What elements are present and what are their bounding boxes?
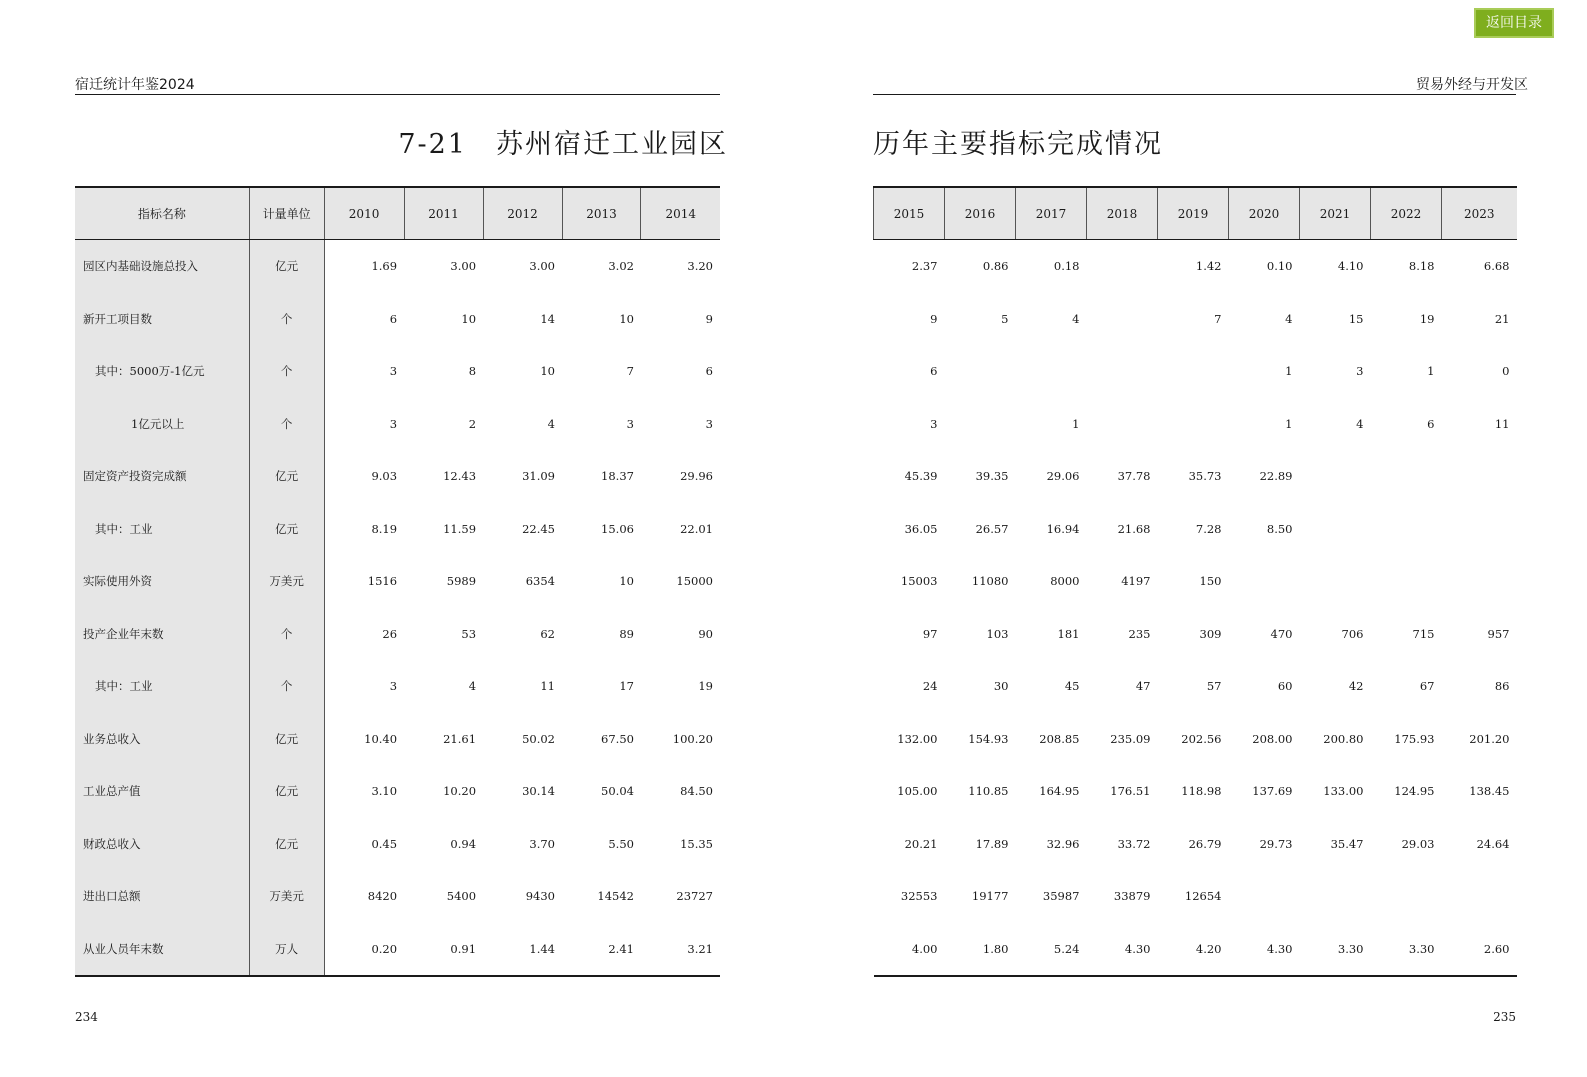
value-cell: 3.00 <box>529 259 555 274</box>
value-cell: 7 <box>1214 311 1222 326</box>
column-header-year: 2012 <box>483 187 562 240</box>
value-cell: 26 <box>382 626 398 641</box>
table-row <box>874 765 1517 818</box>
table-title-right: 历年主要指标完成情况 <box>873 129 1163 160</box>
value-cell: 201.20 <box>1469 731 1510 746</box>
table-row <box>874 923 1517 977</box>
column-header-year: 2022 <box>1371 187 1442 240</box>
column-header-year: 2018 <box>1087 187 1158 240</box>
value-cell: 3.30 <box>1371 923 1442 977</box>
value-cell: 3 <box>705 416 713 431</box>
yearbook-header-title: 宿迁统计年鉴2024 <box>75 77 195 93</box>
value-cell: 103 <box>986 626 1009 641</box>
value-cell: 176.51 <box>1110 784 1151 799</box>
indicator-name: 1亿元以上 <box>75 398 249 451</box>
table-row <box>874 555 1517 608</box>
value-cell: 22.89 <box>1259 469 1293 484</box>
value-cell: 0.45 <box>371 836 398 851</box>
value-cell: 5.24 <box>1016 923 1087 977</box>
value-cell: 715 <box>1412 626 1435 641</box>
value-cell <box>1158 345 1229 398</box>
column-header-year: 2011 <box>404 187 483 240</box>
value-cell: 62 <box>540 626 555 641</box>
section-header-title: 贸易外经与开发区 <box>1416 77 1528 93</box>
indicator-name: 工业总产值 <box>75 765 249 818</box>
value-cell: 26.57 <box>975 521 1009 536</box>
value-cell: 32553 <box>900 889 938 904</box>
value-cell: 21 <box>1494 311 1510 326</box>
table-header-row <box>874 187 1517 240</box>
value-cell: 12.43 <box>443 469 477 484</box>
value-cell: 60 <box>1277 679 1293 694</box>
column-header-year: 2014 <box>641 187 720 240</box>
value-cell: 6.68 <box>1483 259 1510 274</box>
value-cell: 3.20 <box>687 259 713 274</box>
indicator-unit: 个 <box>249 345 324 398</box>
value-cell: 2.41 <box>562 923 641 977</box>
value-cell: 29.96 <box>680 469 713 484</box>
value-cell: 8420 <box>367 889 398 904</box>
indicator-unit: 万美元 <box>249 870 324 923</box>
value-cell: 11080 <box>971 574 1009 589</box>
value-cell: 42 <box>1348 679 1364 694</box>
value-cell: 67 <box>1419 679 1435 694</box>
value-cell: 29.06 <box>1046 469 1080 484</box>
column-header-year: 2023 <box>1442 187 1517 240</box>
value-cell: 5 <box>1001 311 1009 326</box>
column-header-year: 2013 <box>562 187 641 240</box>
value-cell: 1 <box>1427 364 1435 379</box>
table-row <box>874 398 1517 451</box>
indicator-unit: 亿元 <box>249 765 324 818</box>
value-cell: 36.05 <box>904 521 938 536</box>
indicator-unit: 亿元 <box>249 503 324 556</box>
value-cell: 35.73 <box>1188 469 1222 484</box>
indicator-name: 其中：工业 <box>75 503 249 556</box>
value-cell: 3 <box>1356 364 1364 379</box>
table-row <box>75 923 720 977</box>
value-cell <box>1016 345 1087 398</box>
indicator-name: 财政总收入 <box>75 818 249 871</box>
value-cell: 10.20 <box>443 784 477 799</box>
value-cell: 1.42 <box>1195 259 1222 274</box>
value-cell: 11 <box>1494 416 1510 431</box>
value-cell: 5400 <box>446 889 477 904</box>
value-cell: 35987 <box>1042 889 1080 904</box>
value-cell: 11 <box>540 679 555 694</box>
value-cell: 3.10 <box>371 784 398 799</box>
indicator-name: 固定资产投资完成额 <box>75 450 249 503</box>
table-row <box>75 608 720 661</box>
value-cell: 15.06 <box>601 521 634 536</box>
value-cell <box>1300 555 1371 608</box>
value-cell: 50.04 <box>601 784 634 799</box>
value-cell <box>1087 293 1158 346</box>
value-cell: 8000 <box>1050 574 1080 589</box>
value-cell: 4.10 <box>1337 259 1364 274</box>
value-cell: 1 <box>1285 416 1293 431</box>
table-row <box>874 293 1517 346</box>
table-row <box>874 450 1517 503</box>
value-cell: 19177 <box>971 889 1009 904</box>
table-row <box>75 240 720 293</box>
table-row <box>75 660 720 713</box>
value-cell: 3.30 <box>1300 923 1371 977</box>
column-header-year: 2016 <box>945 187 1016 240</box>
value-cell <box>1158 398 1229 451</box>
value-cell <box>945 345 1016 398</box>
value-cell: 15 <box>1348 311 1364 326</box>
value-cell: 3.02 <box>608 259 634 274</box>
value-cell <box>1371 503 1442 556</box>
value-cell: 29.03 <box>1401 836 1435 851</box>
indicator-unit: 个 <box>249 398 324 451</box>
value-cell: 124.95 <box>1394 784 1435 799</box>
indicator-name: 从业人员年末数 <box>75 923 249 977</box>
header-rule-right <box>873 94 1516 95</box>
indicator-name: 投产企业年末数 <box>75 608 249 661</box>
value-cell: 3.70 <box>529 836 555 851</box>
column-header-year: 2021 <box>1300 187 1371 240</box>
value-cell: 138.45 <box>1469 784 1510 799</box>
value-cell: 3 <box>930 416 938 431</box>
value-cell: 24.64 <box>1476 836 1510 851</box>
value-cell: 19 <box>1419 311 1435 326</box>
page-number-left: 234 <box>75 1010 98 1024</box>
value-cell <box>1442 555 1517 608</box>
value-cell: 208.00 <box>1252 731 1293 746</box>
value-cell: 110.85 <box>968 784 1009 799</box>
value-cell: 0.86 <box>982 259 1009 274</box>
value-cell: 15.35 <box>680 836 713 851</box>
value-cell: 0.20 <box>324 923 404 977</box>
value-cell: 12654 <box>1184 889 1222 904</box>
value-cell: 164.95 <box>1039 784 1080 799</box>
value-cell: 1516 <box>367 574 398 589</box>
value-cell: 22.45 <box>522 521 555 536</box>
indicator-name: 进出口总额 <box>75 870 249 923</box>
value-cell: 4 <box>547 416 555 431</box>
value-cell: 16.94 <box>1046 521 1080 536</box>
value-cell: 67.50 <box>601 731 634 746</box>
value-cell: 90 <box>698 626 713 641</box>
value-cell: 7.28 <box>1195 521 1222 536</box>
value-cell: 37.78 <box>1117 469 1151 484</box>
table-row <box>874 608 1517 661</box>
value-cell: 8.50 <box>1266 521 1293 536</box>
value-cell: 208.85 <box>1039 731 1080 746</box>
value-cell: 8.18 <box>1408 259 1435 274</box>
value-cell: 45.39 <box>904 469 938 484</box>
value-cell: 9 <box>705 311 713 326</box>
value-cell: 0.91 <box>404 923 483 977</box>
value-cell: 4 <box>1285 311 1293 326</box>
column-header-name: 指标名称 <box>75 187 249 240</box>
table-row <box>75 398 720 451</box>
value-cell: 14542 <box>597 889 634 904</box>
value-cell: 105.00 <box>897 784 938 799</box>
value-cell: 4 <box>1072 311 1080 326</box>
value-cell: 9 <box>930 311 938 326</box>
value-cell: 14 <box>540 311 555 326</box>
value-cell: 21.61 <box>443 731 477 746</box>
value-cell: 309 <box>1199 626 1222 641</box>
value-cell: 89 <box>619 626 634 641</box>
value-cell: 7 <box>626 364 634 379</box>
indicator-unit: 亿元 <box>249 818 324 871</box>
value-cell: 10 <box>619 311 634 326</box>
value-cell: 470 <box>1270 626 1293 641</box>
indicator-unit: 亿元 <box>249 450 324 503</box>
value-cell <box>1229 870 1300 923</box>
value-cell: 5989 <box>446 574 477 589</box>
table-row <box>874 345 1517 398</box>
value-cell: 1.44 <box>483 923 562 977</box>
page-number-right: 235 <box>1493 1010 1516 1024</box>
value-cell: 132.00 <box>897 731 938 746</box>
value-cell: 4.20 <box>1158 923 1229 977</box>
value-cell: 24 <box>922 679 938 694</box>
value-cell <box>1087 398 1158 451</box>
value-cell: 1.69 <box>371 259 398 274</box>
value-cell: 23727 <box>676 889 713 904</box>
indicator-name: 实际使用外资 <box>75 555 249 608</box>
table-header-row <box>75 187 720 240</box>
value-cell: 9430 <box>525 889 555 904</box>
value-cell: 4.30 <box>1229 923 1300 977</box>
value-cell: 47 <box>1135 679 1151 694</box>
table-row <box>75 345 720 398</box>
value-cell: 1 <box>1285 364 1293 379</box>
value-cell: 9.03 <box>371 469 398 484</box>
value-cell: 10 <box>540 364 555 379</box>
value-cell: 1.80 <box>945 923 1016 977</box>
value-cell: 181 <box>1057 626 1080 641</box>
value-cell: 11.59 <box>443 521 477 536</box>
indicator-unit: 万人 <box>249 923 324 977</box>
value-cell: 0.18 <box>1053 259 1080 274</box>
value-cell: 15000 <box>676 574 713 589</box>
value-cell: 17.89 <box>975 836 1009 851</box>
value-cell: 10.40 <box>364 731 398 746</box>
value-cell: 97 <box>922 626 938 641</box>
indicator-table-left <box>75 186 720 977</box>
table-row <box>874 818 1517 871</box>
table-row <box>75 765 720 818</box>
table-row <box>75 503 720 556</box>
value-cell: 175.93 <box>1394 731 1435 746</box>
value-cell: 86 <box>1494 679 1510 694</box>
indicator-unit: 个 <box>249 660 324 713</box>
column-header-year: 2019 <box>1158 187 1229 240</box>
value-cell: 20.21 <box>904 836 938 851</box>
table-row <box>874 713 1517 766</box>
value-cell <box>1087 240 1158 293</box>
value-cell <box>1300 870 1371 923</box>
value-cell: 30.14 <box>522 784 555 799</box>
table-row <box>874 870 1517 923</box>
table-title-left: 7-21 苏州宿迁工业园区 <box>398 129 728 160</box>
table-row <box>75 818 720 871</box>
value-cell: 35.47 <box>1330 836 1364 851</box>
value-cell <box>1371 555 1442 608</box>
value-cell: 154.93 <box>968 731 1009 746</box>
value-cell: 6 <box>705 364 713 379</box>
value-cell: 8 <box>468 364 477 379</box>
value-cell: 118.98 <box>1181 784 1222 799</box>
table-row <box>75 293 720 346</box>
value-cell: 19 <box>698 679 713 694</box>
value-cell <box>1442 450 1517 503</box>
value-cell: 57 <box>1206 679 1222 694</box>
value-cell: 235.09 <box>1110 731 1151 746</box>
value-cell: 150 <box>1199 574 1222 589</box>
indicator-name: 其中：工业 <box>75 660 249 713</box>
table-row <box>75 555 720 608</box>
value-cell: 4.00 <box>874 923 945 977</box>
value-cell: 6354 <box>525 574 555 589</box>
value-cell: 29.73 <box>1259 836 1293 851</box>
value-cell: 32.96 <box>1046 836 1080 851</box>
value-cell: 21.68 <box>1117 521 1151 536</box>
column-header-year: 2020 <box>1229 187 1300 240</box>
value-cell <box>1442 503 1517 556</box>
value-cell <box>1229 555 1300 608</box>
indicator-unit: 亿元 <box>249 713 324 766</box>
value-cell: 3 <box>626 416 634 431</box>
value-cell: 235 <box>1128 626 1151 641</box>
value-cell: 33.72 <box>1117 836 1151 851</box>
value-cell: 84.50 <box>680 784 713 799</box>
value-cell: 3 <box>389 679 398 694</box>
value-cell: 30 <box>993 679 1009 694</box>
value-cell: 45 <box>1064 679 1080 694</box>
value-cell: 6 <box>930 364 938 379</box>
value-cell: 8.19 <box>371 521 398 536</box>
value-cell: 137.69 <box>1252 784 1293 799</box>
value-cell: 22.01 <box>680 521 713 536</box>
column-header-year: 2010 <box>324 187 404 240</box>
value-cell: 4.30 <box>1087 923 1158 977</box>
value-cell: 10 <box>619 574 634 589</box>
value-cell: 3.21 <box>641 923 720 977</box>
column-header-unit: 计量单位 <box>249 187 324 240</box>
value-cell: 4197 <box>1121 574 1151 589</box>
indicator-unit: 个 <box>249 608 324 661</box>
table-row <box>874 660 1517 713</box>
value-cell: 200.80 <box>1323 731 1364 746</box>
value-cell <box>945 398 1016 451</box>
value-cell: 6 <box>389 311 398 326</box>
header-rule-left <box>75 94 720 95</box>
table-row <box>874 240 1517 293</box>
value-cell: 0 <box>1502 364 1510 379</box>
indicator-name: 其中：5000万-1亿元 <box>75 345 249 398</box>
value-cell <box>1371 450 1442 503</box>
indicator-unit: 万美元 <box>249 555 324 608</box>
value-cell: 3 <box>389 416 398 431</box>
value-cell: 2.60 <box>1442 923 1517 977</box>
value-cell: 50.02 <box>522 731 555 746</box>
column-header-year: 2015 <box>874 187 945 240</box>
value-cell: 17 <box>619 679 634 694</box>
value-cell: 3.00 <box>450 259 477 274</box>
indicator-table-right <box>873 186 1517 977</box>
indicator-name: 业务总收入 <box>75 713 249 766</box>
value-cell <box>1087 345 1158 398</box>
value-cell: 2.37 <box>911 259 938 274</box>
value-cell: 10 <box>461 311 477 326</box>
value-cell: 957 <box>1487 626 1510 641</box>
value-cell: 100.20 <box>672 731 713 746</box>
value-cell: 202.56 <box>1181 731 1222 746</box>
value-cell: 1 <box>1072 416 1080 431</box>
value-cell: 33879 <box>1113 889 1151 904</box>
value-cell: 39.35 <box>975 469 1009 484</box>
value-cell: 53 <box>461 626 477 641</box>
back-to-contents-button[interactable]: 返回目录 <box>1474 8 1554 38</box>
value-cell: 706 <box>1341 626 1364 641</box>
value-cell: 31.09 <box>522 469 555 484</box>
value-cell: 133.00 <box>1323 784 1364 799</box>
indicator-unit: 个 <box>249 293 324 346</box>
indicator-name: 新开工项目数 <box>75 293 249 346</box>
column-header-year: 2017 <box>1016 187 1087 240</box>
value-cell: 3 <box>389 364 398 379</box>
value-cell: 6 <box>1427 416 1435 431</box>
value-cell: 18.37 <box>601 469 634 484</box>
indicator-name: 园区内基础设施总投入 <box>75 240 249 293</box>
value-cell <box>1442 870 1517 923</box>
table-row <box>75 870 720 923</box>
value-cell: 0.10 <box>1266 259 1293 274</box>
table-row <box>874 503 1517 556</box>
value-cell: 0.94 <box>450 836 477 851</box>
table-row <box>75 450 720 503</box>
value-cell: 4 <box>1356 416 1364 431</box>
table-row <box>75 713 720 766</box>
value-cell: 2 <box>468 416 477 431</box>
value-cell: 15003 <box>900 574 938 589</box>
value-cell: 5.50 <box>608 836 634 851</box>
indicator-unit: 亿元 <box>249 240 324 293</box>
value-cell: 26.79 <box>1188 836 1222 851</box>
value-cell: 4 <box>468 679 477 694</box>
value-cell <box>1300 503 1371 556</box>
value-cell <box>1300 450 1371 503</box>
value-cell <box>1371 870 1442 923</box>
